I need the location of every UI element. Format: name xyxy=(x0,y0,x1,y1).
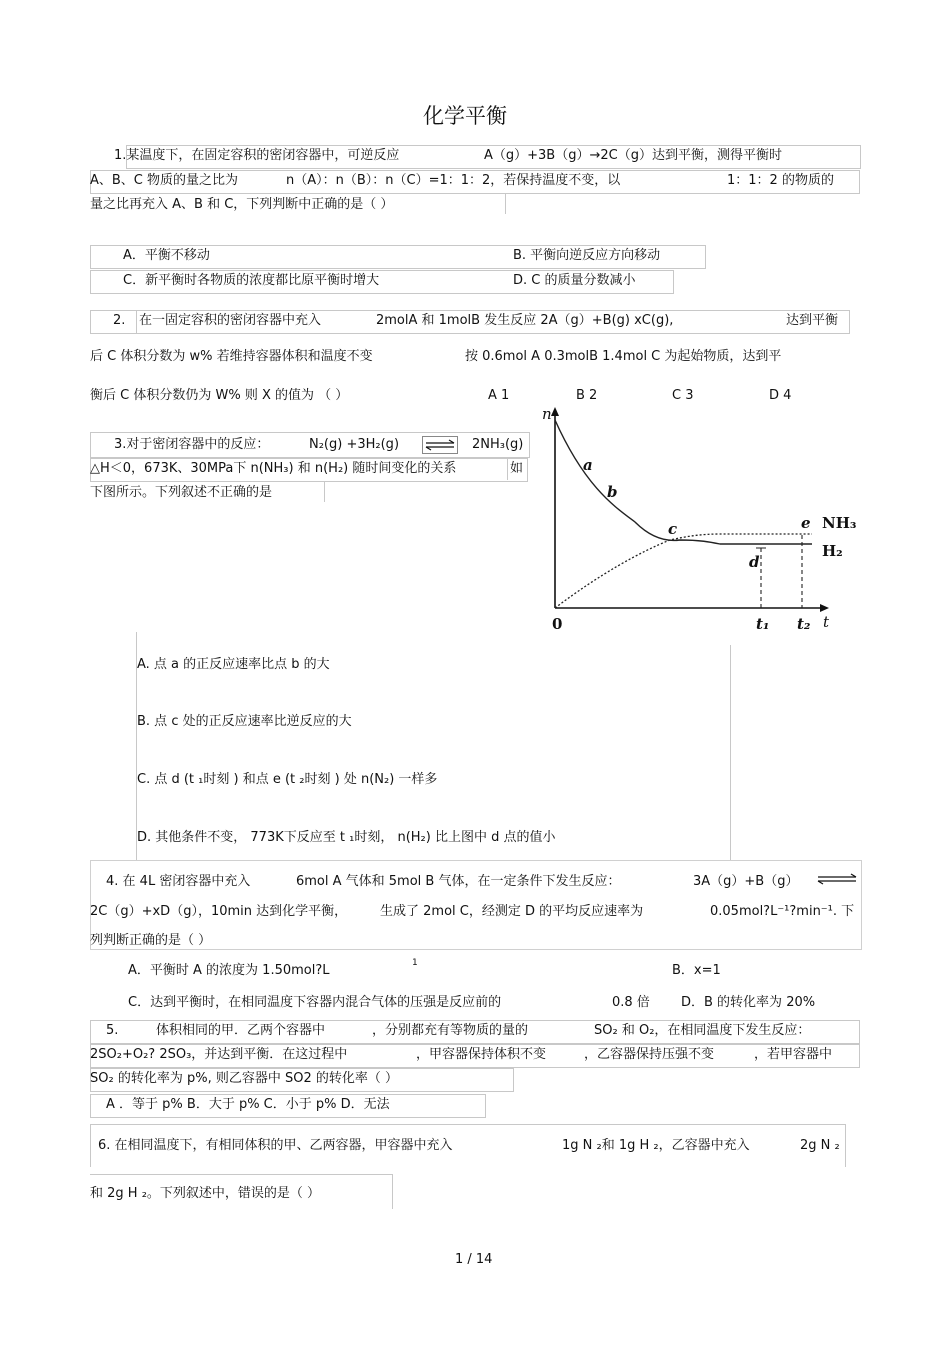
q2-text-line2a: 后 C 体积分数为 w% 若维持容器体积和温度不变 xyxy=(90,349,373,364)
q3-option-d: D. 其他条件不变， 773K下反应至 t ₁时刻， n(H₂) 比上图中 d 点的值小 xyxy=(137,830,556,845)
q4-equilibrium-arrow-icon xyxy=(816,872,858,886)
graph-tick-t1: t₁ xyxy=(756,615,770,633)
graph-point-e: e xyxy=(801,514,811,532)
q4-option-c: C．达到平衡时，在相同温度下容器内混合气体的压强是反应前的 xyxy=(128,995,502,1010)
graph-tick-t2: t₂ xyxy=(797,615,811,633)
q5-text-line1b: 体积相同的甲．乙两个容器中 xyxy=(156,1023,326,1038)
q6-text-line1c: 2g N ₂ xyxy=(800,1138,840,1153)
nh3-curve xyxy=(555,534,812,608)
q3-text-line1b: N₂(g) +3H₂(g) xyxy=(309,437,400,452)
q2-text-line1d: 达到平衡 xyxy=(786,313,839,328)
q2-answer-b: B 2 xyxy=(576,388,598,403)
q2-line1-divider xyxy=(136,310,137,333)
q1-option-d: D. C 的质量分数减小 xyxy=(513,273,636,288)
q5-text-line2d: ，若甲容器中 xyxy=(754,1047,833,1062)
q4-text-line2a: 2C（g）+xD（g），10min 达到化学平衡， xyxy=(90,904,348,919)
q3-line2-divider xyxy=(507,458,508,480)
q2-text-line1a: 2. xyxy=(113,313,126,328)
q4-text-line1a: 4. 在 4L 密闭容器中充入 xyxy=(106,874,251,889)
graph-point-a: a xyxy=(583,456,593,474)
page-title: 化学平衡 xyxy=(423,104,507,128)
q2-text-line1c: 2molA 和 1molB 发生反应 2A（g）+B(g) xC(g), xyxy=(376,313,674,328)
q1-text-line3: 量之比再充入 A、B 和 C，下列判断中正确的是（ ） xyxy=(90,197,394,212)
q4-text-line1c: 3A（g）+B（g） xyxy=(693,874,799,889)
q1-line3-divider xyxy=(505,194,506,214)
q4-text-line3: 列判断正确的是（ ） xyxy=(90,933,212,948)
q3-text-line2a: △H＜0，673K、30MPa下 n(NH₃) 和 n(H₂) 随时间变化的关系 xyxy=(90,461,457,476)
graph-h2-label: H₂ xyxy=(822,542,843,560)
q4-option-d: D．B 的转化率为 20% xyxy=(681,995,816,1010)
q2-text-line1b: 在一固定容积的密闭容器中充入 xyxy=(139,313,322,328)
q1-text-line2c: 1：1：2 的物质的 xyxy=(727,173,834,188)
q1-text-line2a: A、B、C 物质的量之比为 xyxy=(90,173,239,188)
q5-text-line2b: ，甲容器保持体积不变 xyxy=(416,1047,547,1062)
q6-text-line2: 和 2g H ₂。下列叙述中，错误的是（ ） xyxy=(90,1186,321,1201)
q2-answer-a: A 1 xyxy=(488,388,510,403)
nh3-h2-graph xyxy=(530,402,870,642)
q4-option-a: A．平衡时 A 的浓度为 1.50mol?L xyxy=(128,963,330,978)
q5-options: A ．等于 p% B．大于 p% C．小于 p% D．无法 xyxy=(106,1097,390,1112)
q5-text-line2c: ，乙容器保持压强不变 xyxy=(584,1047,715,1062)
q3-text-line1a: 3.对于密闭容器中的反应： xyxy=(114,437,270,452)
q3-line3-divider xyxy=(324,482,325,502)
graph-axis-n-label: n xyxy=(542,405,552,423)
q4-option-a-superscript: 1 xyxy=(412,958,418,968)
q5-text-line1a: 5. xyxy=(106,1023,119,1038)
q3-text-line2b: 如 xyxy=(510,461,524,476)
graph-point-d: d xyxy=(749,553,760,571)
equilibrium-arrow-icon xyxy=(422,436,458,454)
q1-option-a: A．平衡不移动 xyxy=(123,248,210,263)
q3-option-c: C. 点 d (t ₁时刻 ) 和点 e (t ₂时刻 ) 处 n(N₂) 一样多 xyxy=(137,772,438,787)
q2-answer-d: D 4 xyxy=(769,388,792,403)
q3-option-a: A. 点 a 的正反应速率比点 b 的大 xyxy=(137,657,330,672)
h2-curve xyxy=(555,420,812,544)
q3-text-line3: 下图所示。下列叙述不正确的是 xyxy=(90,485,273,500)
q6-text-line1a: 6. 在相同温度下，有相同体积的甲、乙两容器，甲容器中充入 xyxy=(98,1138,453,1153)
graph-x-arrow xyxy=(820,604,829,612)
q1-text-line1a: 1.某温度下，在固定容积的密闭容器中，可逆反应 xyxy=(114,148,400,163)
q5-text-line1c: ，分别都充有等物质的量的 xyxy=(372,1023,529,1038)
q1-text-line1b: A（g）+3B（g）→2C（g）达到平衡，测得平衡时 xyxy=(484,148,782,163)
q4-text-line1b: 6mol A 气体和 5mol B 气体，在一定条件下发生反应： xyxy=(296,874,621,889)
q5-text-line3: SO₂ 的转化率为 p%, 则乙容器中 SO2 的转化率（ ） xyxy=(90,1071,398,1086)
graph-point-b: b xyxy=(607,483,618,501)
graph-origin-label: 0 xyxy=(552,615,563,633)
q1-option-c: C．新平衡时各物质的浓度都比原平衡时增大 xyxy=(123,273,380,288)
graph-point-c: c xyxy=(668,520,678,538)
q3-options-right-border xyxy=(730,645,731,860)
q2-answer-c: C 3 xyxy=(672,388,694,403)
q3-option-b: B. 点 c 处的正反应速率比逆反应的大 xyxy=(137,714,352,729)
q1-text-line2b: n（A）：n（B）：n（C）=1：1：2，若保持温度不变，以 xyxy=(286,173,621,188)
q2-text-line3: 衡后 C 体积分数仍为 W% 则 X 的值为 （ ） xyxy=(90,388,349,403)
q4-text-line2c: 0.05mol?L⁻¹?min⁻¹. 下 xyxy=(710,904,855,919)
q5-text-line2a: 2SO₂+O₂? 2SO₃，并达到平衡．在这过程中 xyxy=(90,1047,348,1062)
q6-text-line1b: 1g N ₂和 1g H ₂，乙容器中充入 xyxy=(562,1138,750,1153)
page-number: 1 / 14 xyxy=(455,1252,493,1267)
graph-y-arrow xyxy=(551,407,559,416)
graph-axis-t-label: t xyxy=(823,613,830,631)
q2-text-line2b: 按 0.6mol A 0.3molB 1.4mol C 为起始物质，达到平 xyxy=(465,349,782,364)
q1-option-b: B. 平衡向逆反应方向移动 xyxy=(513,248,661,263)
q4-option-b: B．x=1 xyxy=(672,963,721,978)
graph-nh3-label: NH₃ xyxy=(822,514,857,532)
q5-text-line1d: SO₂ 和 O₂，在相同温度下发生反应： xyxy=(594,1023,811,1038)
q4-option-c-value: 0.8 倍 xyxy=(612,995,650,1010)
q4-text-line2b: 生成了 2mol C，经测定 D 的平均反应速率为 xyxy=(380,904,644,919)
q3-text-line1c: 2NH₃(g) xyxy=(472,437,524,452)
